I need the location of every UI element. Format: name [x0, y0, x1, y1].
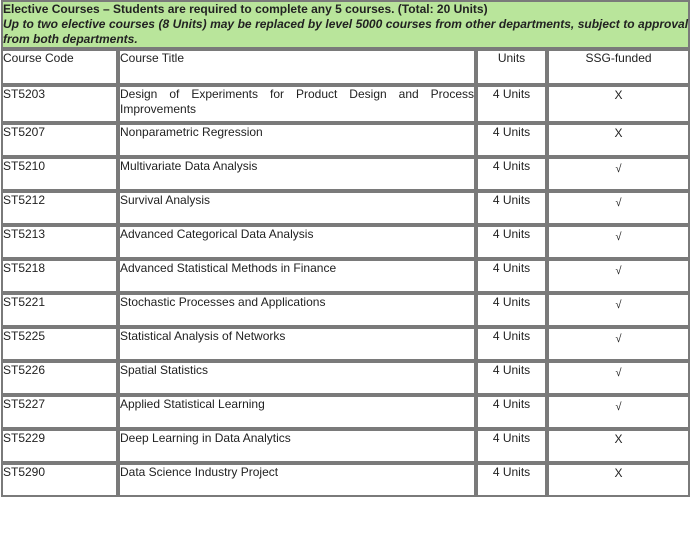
table-row [1, 259, 690, 293]
course-code-cell: ST5207 [1, 123, 118, 157]
cross-mark-icon: X [614, 466, 623, 480]
column-header-row [1, 49, 690, 85]
units-cell: 4 Units [476, 361, 547, 395]
column-header-ssg: SSG-funded [547, 49, 690, 85]
check-mark-icon: √ [615, 333, 622, 345]
check-mark-icon: √ [615, 197, 622, 209]
check-mark-icon: √ [615, 367, 622, 379]
course-title-cell: Spatial Statistics [118, 361, 476, 395]
units-cell: 4 Units [476, 293, 547, 327]
units-cell: 4 Units [476, 463, 547, 497]
units-cell: 4 Units [476, 327, 547, 361]
units-cell: 4 Units [476, 123, 547, 157]
table-body [1, 85, 690, 497]
column-header-title: Course Title [118, 49, 476, 85]
ssg-funded-cell [547, 225, 690, 259]
column-header-units: Units [476, 49, 547, 85]
course-code-cell: ST5226 [1, 361, 118, 395]
course-title-cell: Advanced Categorical Data Analysis [118, 225, 476, 259]
course-title-cell: Nonparametric Regression [118, 123, 476, 157]
table-header-banner [1, 0, 690, 49]
table-title: Elective Courses – Students are required to complete any 5 courses. (Total: 20 Units) [3, 2, 488, 16]
course-code-cell: ST5225 [1, 327, 118, 361]
check-mark-icon: √ [615, 401, 622, 413]
cross-mark-icon: X [614, 432, 623, 446]
units-cell: 4 Units [476, 157, 547, 191]
course-code-cell: ST5210 [1, 157, 118, 191]
course-title-cell: Survival Analysis [118, 191, 476, 225]
banner-cell [1, 0, 690, 49]
course-code-cell: ST5218 [1, 259, 118, 293]
units-cell: 4 Units [476, 395, 547, 429]
column-header-code: Course Code [1, 49, 118, 85]
table-row [1, 429, 690, 463]
course-title-cell: Deep Learning in Data Analytics [118, 429, 476, 463]
table-row [1, 361, 690, 395]
course-code-cell: ST5221 [1, 293, 118, 327]
ssg-funded-cell [547, 293, 690, 327]
ssg-funded-cell [547, 123, 690, 157]
table-row [1, 293, 690, 327]
ssg-funded-cell [547, 259, 690, 293]
course-title-cell: Stochastic Processes and Applications [118, 293, 476, 327]
ssg-funded-cell [547, 395, 690, 429]
cross-mark-icon: X [614, 126, 623, 140]
elective-courses-table [1, 0, 690, 497]
course-title-cell: Multivariate Data Analysis [118, 157, 476, 191]
course-title-cell: Design of Experiments for Product Design and Process Improvements [118, 85, 476, 123]
ssg-funded-cell [547, 157, 690, 191]
table-row [1, 463, 690, 497]
table-row [1, 327, 690, 361]
course-code-cell: ST5229 [1, 429, 118, 463]
course-title-cell: Data Science Industry Project [118, 463, 476, 497]
course-title-cell: Statistical Analysis of Networks [118, 327, 476, 361]
cross-mark-icon: X [614, 88, 623, 102]
ssg-funded-cell [547, 191, 690, 225]
course-code-cell: ST5227 [1, 395, 118, 429]
units-cell: 4 Units [476, 85, 547, 123]
course-code-cell: ST5203 [1, 85, 118, 123]
course-code-cell: ST5212 [1, 191, 118, 225]
course-code-cell: ST5290 [1, 463, 118, 497]
course-title-cell: Advanced Statistical Methods in Finance [118, 259, 476, 293]
units-cell: 4 Units [476, 225, 547, 259]
table-row [1, 157, 690, 191]
check-mark-icon: √ [615, 265, 622, 277]
table-row [1, 395, 690, 429]
ssg-funded-cell [547, 327, 690, 361]
table-row [1, 85, 690, 123]
units-cell: 4 Units [476, 429, 547, 463]
table-row [1, 123, 690, 157]
ssg-funded-cell [547, 85, 690, 123]
ssg-funded-cell [547, 463, 690, 497]
units-cell: 4 Units [476, 259, 547, 293]
table-row [1, 225, 690, 259]
course-code-cell: ST5213 [1, 225, 118, 259]
check-mark-icon: √ [615, 163, 622, 175]
check-mark-icon: √ [615, 231, 622, 243]
ssg-funded-cell [547, 361, 690, 395]
course-title-cell: Applied Statistical Learning [118, 395, 476, 429]
table-row [1, 191, 690, 225]
ssg-funded-cell [547, 429, 690, 463]
table-note: Up to two elective courses (8 Units) may be replaced by level 5000 courses from other departments, subject to approval from both departments. [3, 17, 689, 46]
check-mark-icon: √ [615, 299, 622, 311]
units-cell: 4 Units [476, 191, 547, 225]
